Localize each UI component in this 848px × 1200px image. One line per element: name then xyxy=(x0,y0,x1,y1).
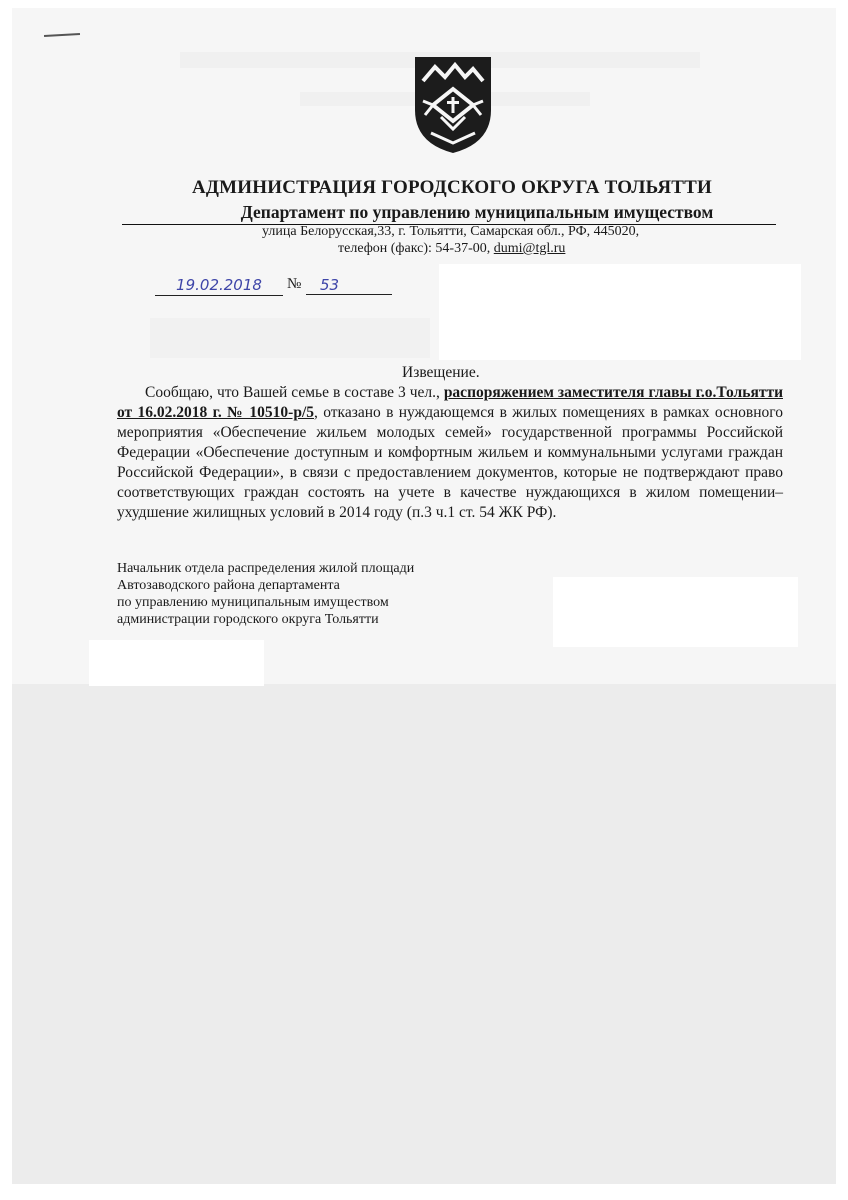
department-title: Департамент по управлению муниципальным имуществом xyxy=(122,202,776,225)
phone-text: телефон (факс): 54-37-00, xyxy=(338,241,491,256)
notice-title: Извещение. xyxy=(402,364,480,381)
handwritten-number: 53 xyxy=(306,275,392,295)
bleed-through-faint xyxy=(150,318,430,358)
redacted-recipient xyxy=(439,264,801,360)
redacted-executor xyxy=(89,640,264,686)
signer-position-line-3: по управлению муниципальным имуществом xyxy=(117,595,389,610)
notice-intro: Сообщаю, что Вашей семье в составе 3 чел., xyxy=(145,384,440,401)
signature-block xyxy=(117,560,414,628)
address-line: улица Белорусская,33, г. Тольятти, Самарская обл., РФ, 445020, xyxy=(262,224,640,239)
contact-line xyxy=(338,241,565,257)
email-link[interactable]: dumi@tgl.ru xyxy=(493,241,566,256)
page-fold-shade xyxy=(12,684,836,1184)
notice-body xyxy=(117,383,783,523)
signer-position-line-1: Начальник отдела распределения жилой площади xyxy=(117,561,415,576)
handwritten-date: 19.02.2018 xyxy=(155,275,283,296)
order-reference: распоряжением заместителя главы г.о.Тольятти от 16.02.2018 г. № 10510-р/5 xyxy=(117,384,783,421)
notice-body-text: , отказано в нуждающемся в жилых помещениях в рамках основного мероприятия «Обеспечение жильем молодых семей» государственной программы Российской Федерации «Обеспечение доступным и комфортным жильем и коммунальными услугами граждан Российской Федерации», в связи с предоставлением документов, которые не подтверждают право соответствующих граждан состоять на учете в качестве нуждающихся в жилом помещении– ухудшение жилищных условий в 2014 году (п.3 ч.1 ст. 54 ЖК РФ). xyxy=(117,404,783,521)
signer-position-line-2: Автозаводского района департамента xyxy=(117,578,340,593)
city-emblem-icon xyxy=(413,55,493,155)
signer-position-line-4: администрации городского округа Тольятти xyxy=(117,612,379,627)
organization-title: АДМИНИСТРАЦИЯ ГОРОДСКОГО ОКРУГА ТОЛЬЯТТИ xyxy=(191,177,713,198)
number-label: № xyxy=(287,276,302,292)
redacted-signature xyxy=(553,577,798,647)
